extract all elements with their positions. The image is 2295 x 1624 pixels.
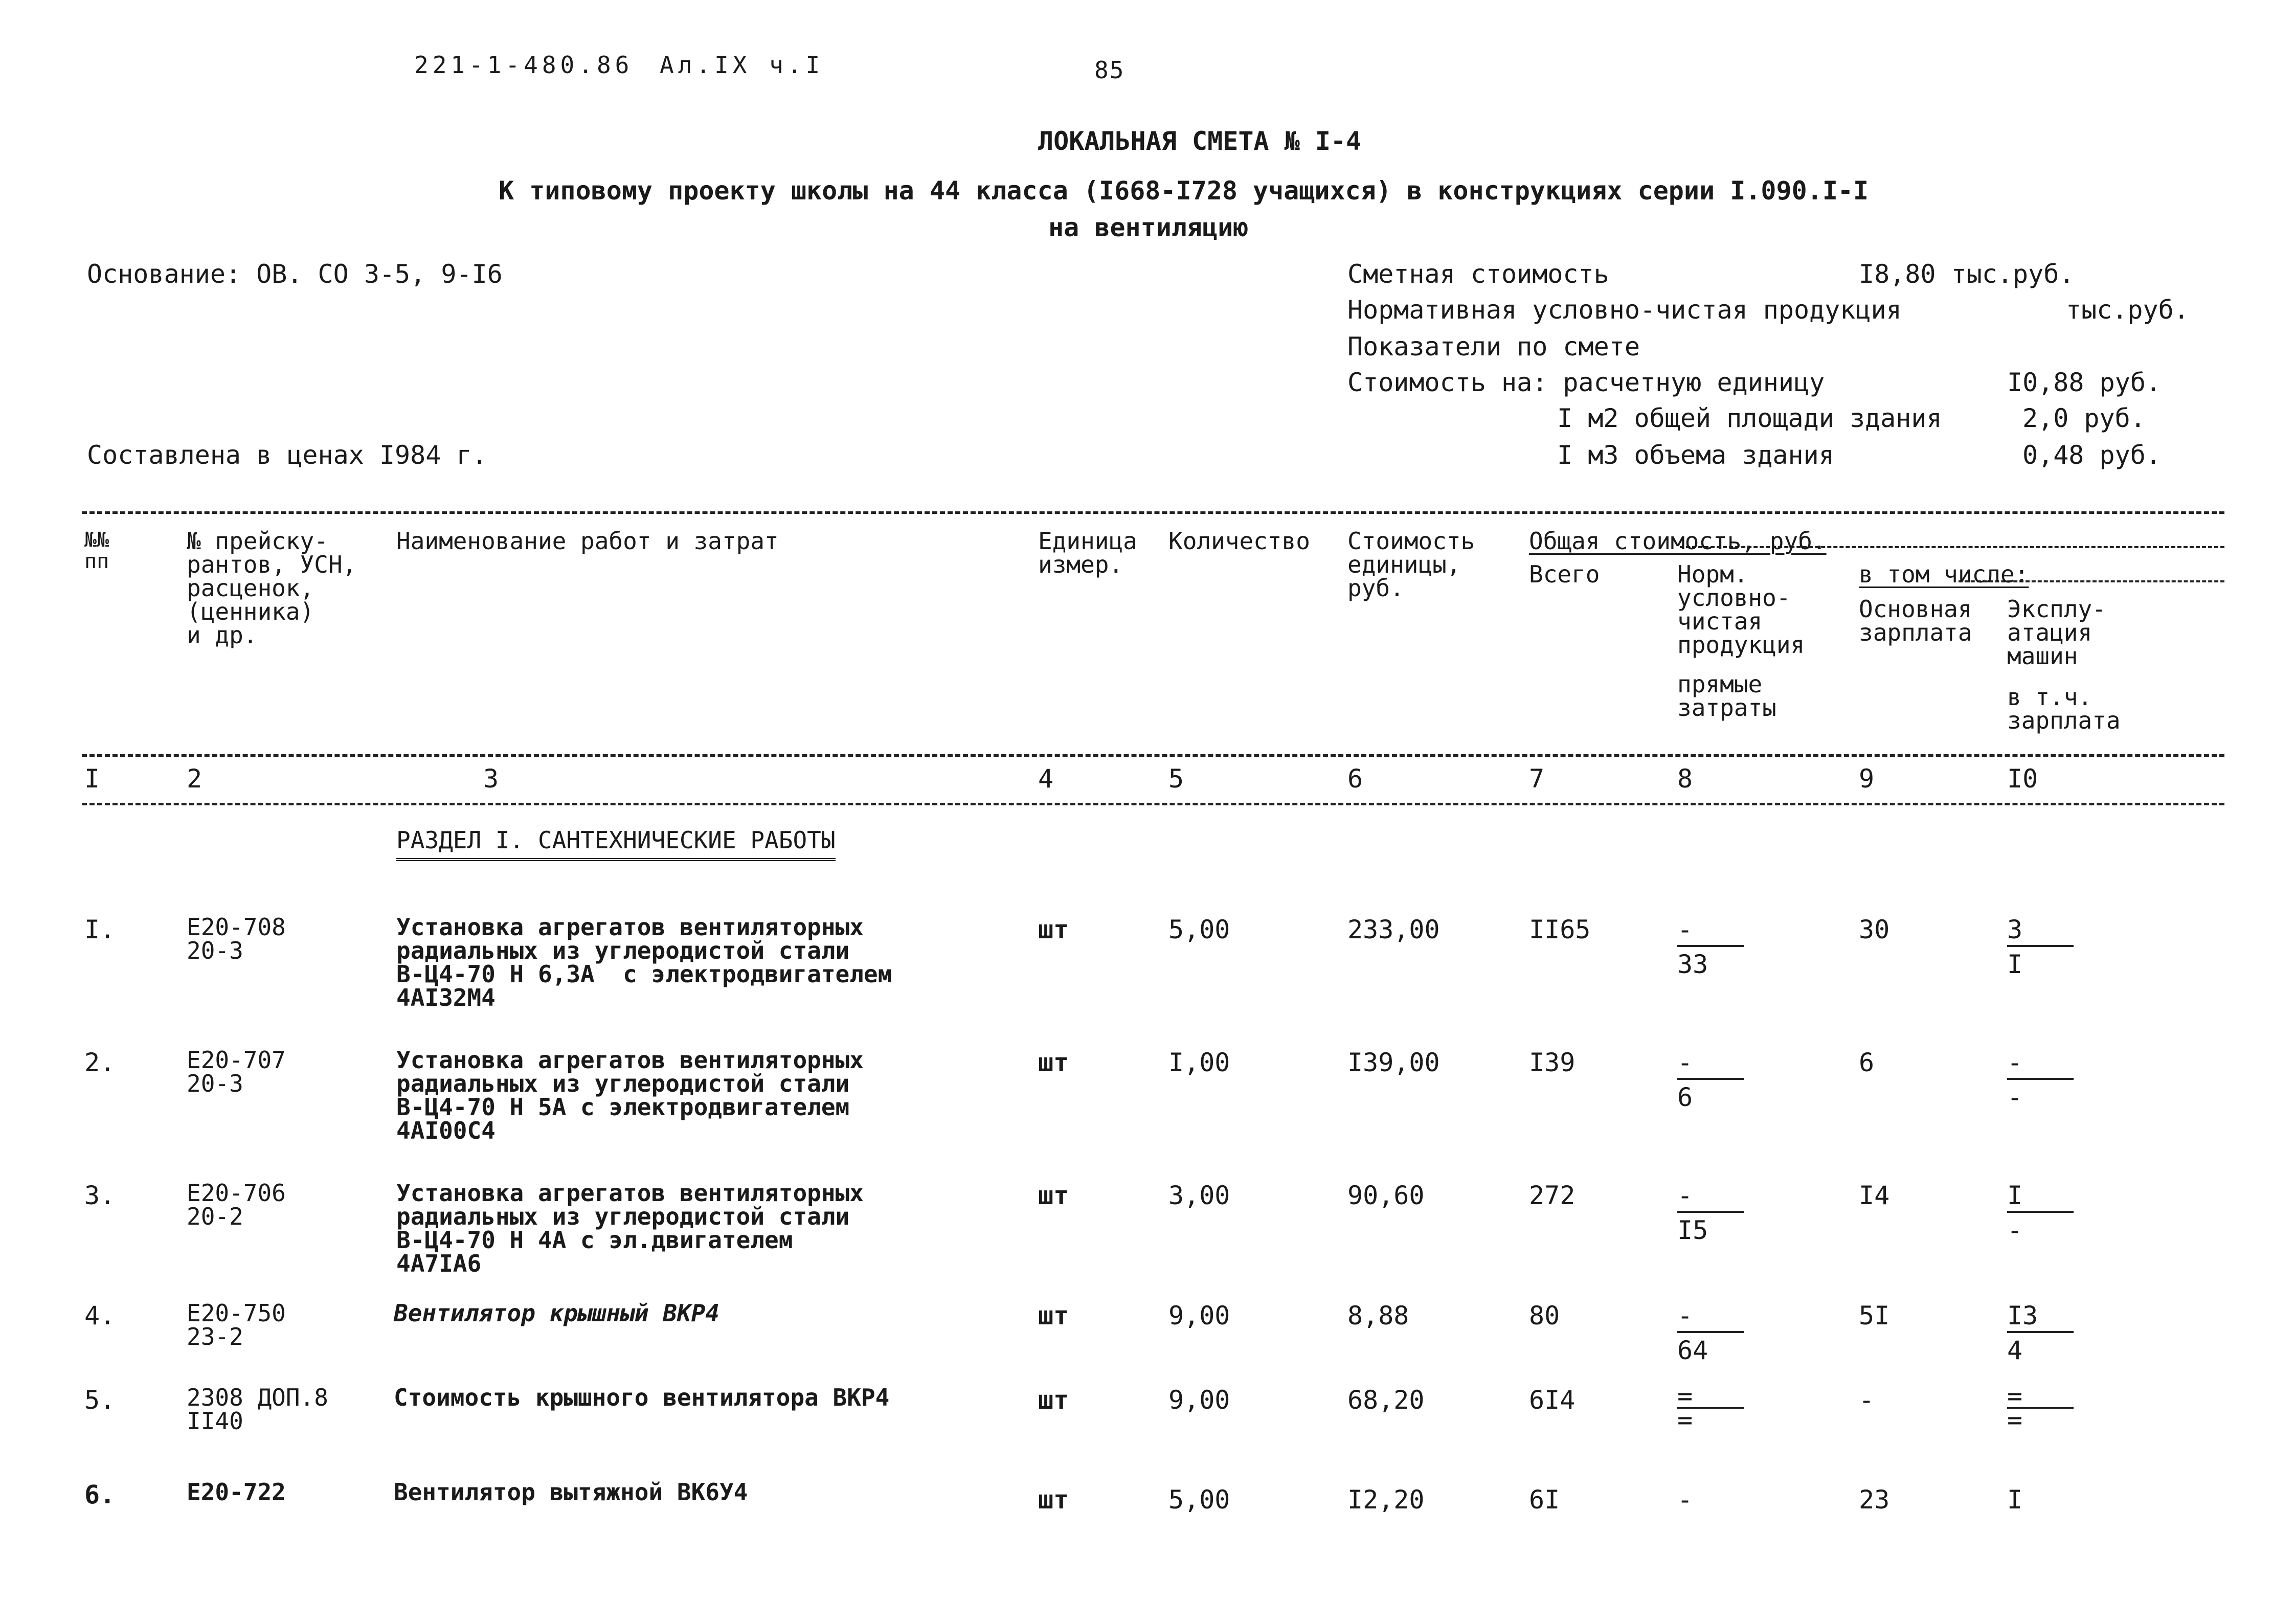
row-code: Е20-706 20-2	[187, 1179, 286, 1230]
fraction-top: -	[1677, 915, 1744, 947]
row-price: I2,20	[1347, 1485, 1425, 1515]
fraction-bottom: =	[1677, 1405, 1693, 1435]
row-price: 90,60	[1347, 1181, 1425, 1210]
fraction-bottom: 6	[1677, 1082, 1693, 1112]
row-machines	[2007, 1181, 2074, 1245]
row-base-salary: 23	[1859, 1485, 1890, 1515]
row-norm-production	[1677, 1381, 1744, 1435]
summary-label: Сметная стоимость	[1347, 259, 1609, 289]
column-number: 7	[1529, 764, 1545, 794]
page-number: 85	[1094, 56, 1125, 84]
row-base-salary: 30	[1859, 915, 1890, 944]
colnum-bottom-rule	[82, 803, 2224, 805]
column-number: I	[84, 764, 100, 794]
header-total-group: Общая стоимость, руб.	[1529, 527, 1827, 555]
document-code: 221-1-480.86	[414, 51, 634, 79]
fraction-top: -	[1677, 1181, 1744, 1213]
fraction-top: I	[2007, 1181, 2074, 1213]
summary-label: Нормативная условно-чистая продукция	[1347, 295, 1902, 325]
fraction-bottom: 4	[2007, 1336, 2023, 1365]
row-qty: 5,00	[1168, 1485, 1230, 1515]
header-col-base-salary: Основная зарплата	[1859, 595, 1972, 646]
row-name: Установка агрегатов вентиляторных радиальных из углеродистой стали В-Ц4-70 Н 4А с эл.двигателем 4А7IА6	[396, 1179, 864, 1277]
row-machines: I	[2007, 1485, 2023, 1515]
header-col-number: №№ пп	[84, 528, 109, 573]
row-machines	[2007, 1381, 2074, 1435]
header-col-norm-production: Норм. условно- чистая продукция	[1677, 560, 1805, 659]
row-machines	[2007, 1048, 2074, 1112]
row-base-salary: 5I	[1859, 1301, 1890, 1330]
row-code: 2308 ДОП.8 II40	[187, 1384, 328, 1435]
fraction-top: -	[1677, 1048, 1744, 1080]
fraction-top: =	[1677, 1386, 1744, 1409]
summary-value: I0,88 руб.	[2007, 368, 2162, 397]
row-norm-production	[1677, 1301, 1744, 1365]
fraction-top: =	[2007, 1386, 2074, 1409]
column-number: 5	[1168, 764, 1184, 794]
estimate-subtitle-line1: К типовому проекту школы на 44 класса (I668-I728 учащихся) в конструкциях серии I.090.I-I	[499, 176, 1869, 206]
row-code: Е20-707 20-3	[187, 1046, 286, 1097]
fraction-top: 3	[2007, 915, 2074, 947]
summary-value: I8,80 тыс.руб.	[1859, 259, 2075, 289]
row-unit: шт	[1038, 1301, 1069, 1330]
row-machines	[2007, 915, 2074, 979]
row-number: 4.	[84, 1301, 116, 1330]
row-number: 2.	[84, 1048, 116, 1077]
row-price: 68,20	[1347, 1385, 1425, 1415]
row-base-salary: I4	[1859, 1181, 1890, 1210]
column-number: 8	[1677, 764, 1693, 794]
summary-value: 2,0 руб.	[2022, 403, 2146, 433]
header-col-name: Наименование работ и затрат	[396, 527, 779, 555]
row-total: 80	[1529, 1301, 1560, 1330]
row-unit: шт	[1038, 1048, 1069, 1077]
fraction-bottom: I5	[1677, 1215, 1708, 1245]
row-unit: шт	[1038, 1181, 1069, 1210]
row-name: Установка агрегатов вентиляторных радиальных из углеродистой стали В-Ц4-70 Н 6,3А с электродвигателем 4АI32М4	[396, 913, 892, 1011]
row-base-salary: -	[1859, 1385, 1875, 1415]
header-col-price: Стоимость единицы, руб.	[1347, 527, 1475, 602]
row-qty: 3,00	[1168, 1181, 1230, 1210]
column-number: I0	[2007, 764, 2038, 794]
header-col-unit: Единица измер.	[1038, 527, 1137, 578]
row-price: 233,00	[1347, 915, 1440, 944]
row-qty: 9,00	[1168, 1385, 1230, 1415]
fraction-bottom: 64	[1677, 1336, 1708, 1365]
fraction-top: -	[2007, 1048, 2074, 1080]
row-machines	[2007, 1301, 2074, 1365]
row-name: Стоимость крышного вентилятора ВКР4	[394, 1384, 890, 1411]
header-incl-group: в том числе:	[1859, 560, 2029, 588]
row-total: I39	[1529, 1048, 1576, 1077]
header-col-total: Всего	[1529, 560, 1600, 588]
estimate-subtitle-line2: на вентиляцию	[1048, 213, 1249, 242]
summary-value: тыс.руб.	[2066, 295, 2189, 325]
row-norm-production	[1677, 1048, 1744, 1112]
fraction-bottom: -	[2007, 1215, 2023, 1245]
section-title: РАЗДЕЛ I. САНТЕХНИЧЕСКИЕ РАБОТЫ	[396, 828, 836, 861]
row-qty: 5,00	[1168, 915, 1230, 944]
row-norm-production: -	[1677, 1485, 1693, 1515]
album-reference: Ал.IX ч.I	[660, 51, 824, 79]
column-number: 4	[1038, 764, 1054, 794]
table-top-rule	[82, 511, 2224, 514]
row-name: Установка агрегатов вентиляторных радиальных из углеродистой стали В-Ц4-70 Н 5А с электродвигателем 4АI00С4	[396, 1046, 864, 1144]
header-bottom-rule	[82, 754, 2224, 757]
row-unit: шт	[1038, 915, 1069, 944]
prices-label: Составлена в ценах I984 г.	[87, 440, 487, 470]
row-unit: шт	[1038, 1385, 1069, 1415]
column-number: 9	[1859, 764, 1875, 794]
row-code: Е20-708 20-3	[187, 913, 286, 964]
fraction-top: -	[1677, 1301, 1744, 1333]
fraction-bottom: =	[2007, 1405, 2023, 1435]
row-norm-production	[1677, 1181, 1744, 1245]
summary-label: I м3 объема здания	[1557, 440, 1834, 470]
row-code: Е20-750 23-2	[187, 1299, 286, 1350]
summary-label: Показатели по смете	[1347, 332, 1640, 362]
header-col-machines: Эксплу- атация машин	[2007, 595, 2106, 670]
column-number: 6	[1347, 764, 1363, 794]
estimate-title: ЛОКАЛЬНАЯ СМЕТА № I-4	[1038, 126, 1362, 156]
header-col-qty: Количество	[1168, 527, 1310, 555]
basis-label: Основание: ОВ. СО 3-5, 9-I6	[87, 259, 503, 289]
summary-label: I м2 общей площади здания	[1557, 403, 1942, 433]
row-price: I39,00	[1347, 1048, 1440, 1077]
row-number: I.	[84, 915, 116, 944]
row-base-salary: 6	[1859, 1048, 1875, 1077]
row-number: 5.	[84, 1385, 116, 1415]
row-number: 6.	[84, 1480, 116, 1509]
fraction-top: I3	[2007, 1301, 2074, 1333]
header-col-machines-salary: в т.ч. зарплата	[2007, 683, 2121, 734]
row-unit: шт	[1038, 1485, 1069, 1515]
header-col-direct-costs: прямые затраты	[1677, 670, 1776, 721]
row-qty: 9,00	[1168, 1301, 1230, 1330]
row-total: II65	[1529, 915, 1591, 944]
row-name: Вентилятор крышный ВКР4	[394, 1299, 719, 1327]
row-price: 8,88	[1347, 1301, 1409, 1330]
summary-value: 0,48 руб.	[2022, 440, 2161, 470]
column-number: 2	[187, 764, 202, 794]
row-number: 3.	[84, 1181, 116, 1210]
row-total: 6I	[1529, 1485, 1560, 1515]
row-qty: I,00	[1168, 1048, 1230, 1077]
row-total: 272	[1529, 1181, 1576, 1210]
row-code: Е20-722	[187, 1478, 286, 1506]
row-total: 6I4	[1529, 1385, 1576, 1415]
header-col-code: № прейску- рантов, УСН, расценок, (ценника) и др.	[187, 527, 357, 649]
column-number: 3	[483, 764, 499, 794]
fraction-bottom: 33	[1677, 950, 1708, 979]
row-name: Вентилятор вытяжной ВК6У4	[394, 1478, 748, 1506]
row-norm-production	[1677, 915, 1744, 979]
fraction-bottom: -	[2007, 1082, 2023, 1112]
summary-label: Стоимость на: расчетную единицу	[1347, 368, 1825, 397]
fraction-bottom: I	[2007, 950, 2023, 979]
